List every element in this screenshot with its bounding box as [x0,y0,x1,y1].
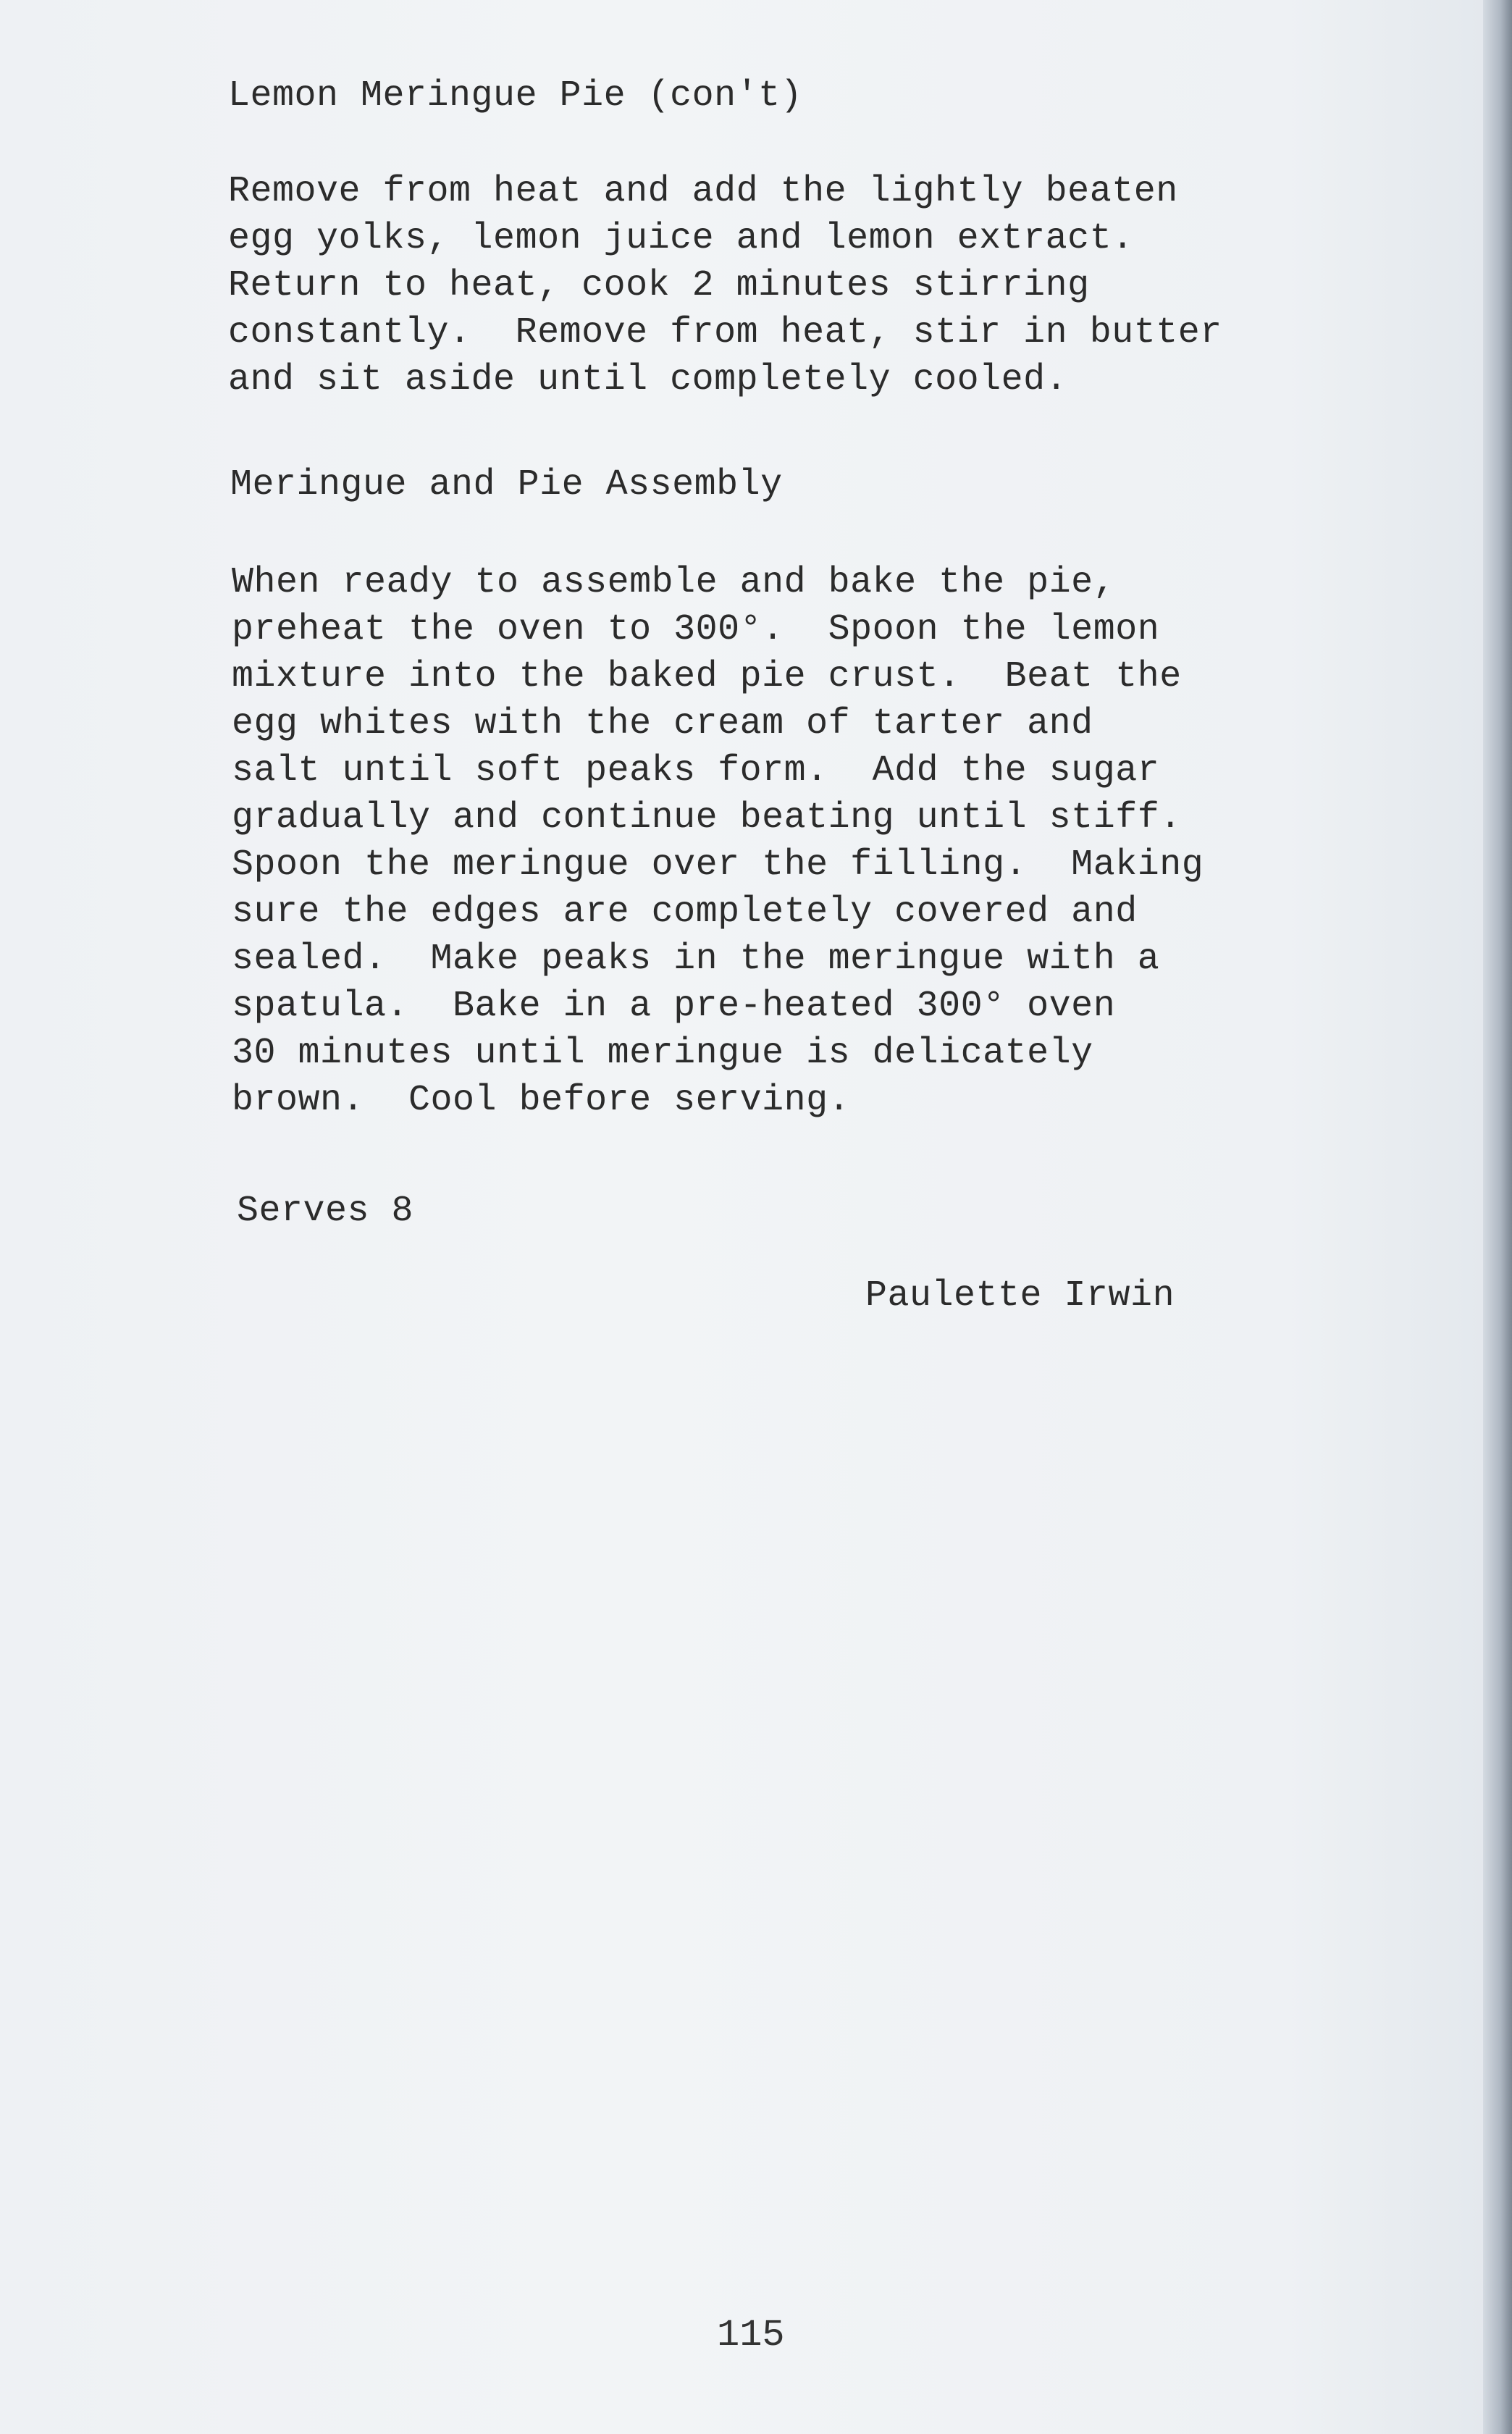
paragraph-line: spatula. Bake in a pre-heated 300° oven [232,986,1116,1027]
paragraph-line: Return to heat, cook 2 minutes stirring [228,265,1090,306]
paragraph-line: brown. Cool before serving. [232,1080,851,1121]
paragraph-line: egg whites with the cream of tarter and [232,703,1093,744]
recipe-author: Paulette Irwin [865,1275,1175,1317]
paragraph-line: Spoon the meringue over the filling. Making [232,844,1204,886]
paragraph-line: salt until soft peaks form. Add the sugar [232,750,1160,792]
serves-count: Serves 8 [237,1191,414,1232]
paragraph-line: egg yolks, lemon juice and lemon extract. [228,218,1134,259]
paragraph-line: and sit aside until completely cooled. [228,359,1068,400]
page-number: 115 [717,2314,785,2357]
paragraph-line: mixture into the baked pie crust. Beat the [232,656,1182,697]
spiral-binding-edge [1483,0,1512,2434]
paragraph-line: constantly. Remove from heat, stir in butter [228,312,1222,353]
section-heading: Meringue and Pie Assembly [230,464,783,505]
paragraph-line: sure the edges are completely covered and [232,891,1138,933]
paragraph-line: Remove from heat and add the lightly beaten [228,171,1178,212]
paragraph-line: When ready to assemble and bake the pie, [232,562,1116,603]
paragraph-line: sealed. Make peaks in the meringue with a [232,939,1160,980]
paragraph-line: 30 minutes until meringue is delicately [232,1033,1093,1074]
paragraph-line: gradually and continue beating until stiff. [232,797,1182,839]
paragraph-line: preheat the oven to 300°. Spoon the lemon [232,609,1160,650]
recipe-title: Lemon Meringue Pie (con't) [228,75,803,117]
